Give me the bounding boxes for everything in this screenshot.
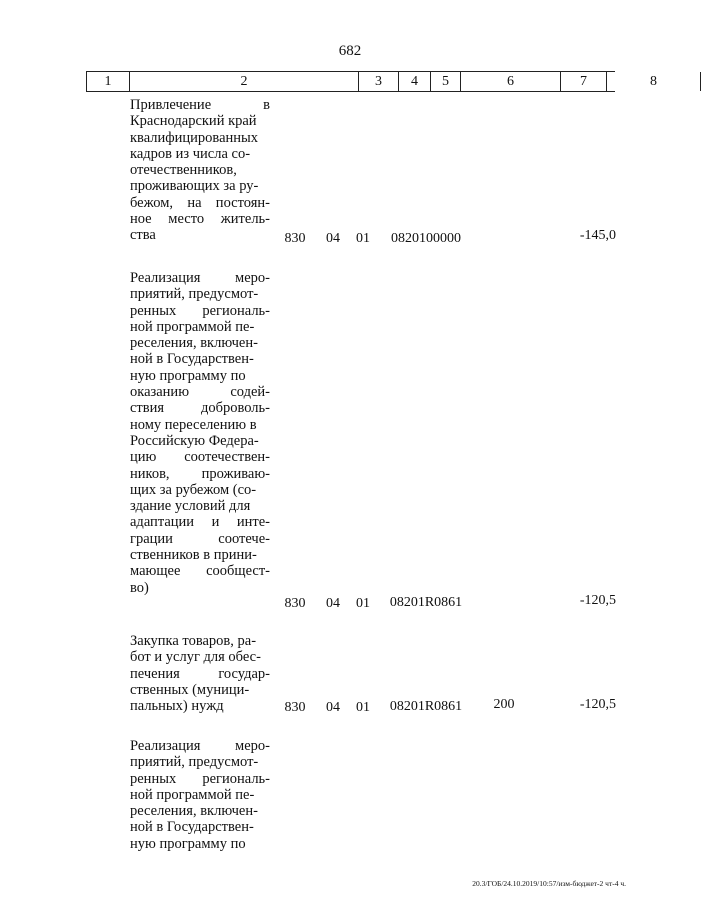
cell-col-6: 08201R0861	[389, 699, 463, 714]
cell-col-6: 08201R0861	[389, 595, 463, 610]
cell-col-4: 04	[326, 231, 340, 246]
description-line: отечественников,	[130, 162, 237, 179]
header-col-7: 7	[560, 72, 606, 91]
description-line: цию соотечествен-	[130, 449, 270, 466]
header-col-4: 4	[398, 72, 430, 91]
description-line: мающее сообщест-	[130, 563, 270, 580]
header-col-1: 1	[86, 72, 129, 91]
header-col-5: 5	[430, 72, 460, 91]
description-line: печения государ-	[130, 665, 270, 682]
description-line: во)	[130, 579, 149, 596]
header-col-3: 3	[358, 72, 398, 91]
description-line: кадров из числа со-	[130, 145, 251, 162]
cell-col-3: 830	[284, 231, 306, 246]
cell-col-5: 01	[356, 596, 370, 611]
row-description	[130, 738, 270, 852]
description-line: ренных региональ-	[130, 302, 270, 319]
description-line: пальных) нужд	[130, 698, 224, 715]
description-line: ственников в прини-	[130, 547, 257, 564]
cell-col-8: -120,5	[579, 593, 616, 608]
header-col-2: 2	[129, 72, 358, 91]
description-line: бежом, на постоян-	[130, 194, 270, 211]
description-line: здание условий для	[130, 498, 251, 515]
description-line: ной в Государствен-	[130, 819, 254, 836]
description-line: Реализация меро-	[130, 270, 270, 286]
cell-col-8: -120,5	[579, 697, 616, 712]
description-line: оказанию содей-	[130, 384, 270, 401]
cell-col-5: 01	[356, 231, 370, 246]
row-description	[130, 633, 270, 714]
description-line: ное место житель-	[130, 211, 270, 228]
description-line: проживающих за ру-	[130, 178, 259, 195]
description-line: ственных (муници-	[130, 681, 250, 698]
cell-col-6: 0820100000	[391, 231, 461, 246]
row-description	[130, 270, 270, 596]
cell-col-8: -145,0	[579, 228, 616, 243]
description-line: ства	[130, 227, 156, 244]
cell-col-3: 830	[284, 700, 306, 715]
description-line: ренных региональ-	[130, 770, 270, 787]
description-line: грации соотече-	[130, 530, 270, 547]
description-line: ников, проживаю-	[130, 465, 270, 482]
description-line: реселения, включен-	[130, 335, 258, 352]
description-line: ному переселению в	[130, 416, 257, 433]
description-line: ную программу по	[130, 835, 246, 852]
description-line: квалифицированных	[130, 129, 259, 146]
table-header-row	[86, 71, 657, 92]
description-line: Реализация меро-	[130, 738, 270, 754]
description-line: ной программой пе-	[130, 786, 255, 803]
description-line: приятий, предусмот-	[130, 754, 259, 771]
page-number: 682	[338, 43, 362, 59]
description-line: ной программой пе-	[130, 318, 255, 335]
description-line: щих за рубежом (со-	[130, 481, 257, 498]
description-line: Закупка товаров, ра-	[130, 633, 257, 649]
cell-col-3: 830	[284, 596, 306, 611]
description-line: Российскую Федера-	[130, 432, 259, 449]
footer-document-code: 20.3/ГОБ/24.10.2019/10:57/изм-бюджет-2 чт-4 ч.	[472, 879, 626, 888]
header-col-8: 8	[606, 72, 701, 91]
description-line: Привлечение в	[130, 97, 270, 113]
description-line: ной в Государствен-	[130, 351, 254, 368]
description-line: Краснодарский край	[130, 113, 257, 130]
cell-col-7: 200	[493, 697, 515, 712]
description-line: адаптации и инте-	[130, 514, 270, 531]
description-line: реселения, включен-	[130, 803, 258, 820]
cell-col-5: 01	[356, 700, 370, 715]
description-line: приятий, предусмот-	[130, 286, 259, 303]
cell-col-4: 04	[326, 700, 340, 715]
description-line: ствия доброволь-	[130, 400, 270, 417]
header-col-6: 6	[460, 72, 560, 91]
description-line: ную программу по	[130, 367, 246, 384]
description-line: бот и услуг для обес-	[130, 649, 261, 666]
cell-col-4: 04	[326, 596, 340, 611]
row-description	[130, 97, 270, 244]
